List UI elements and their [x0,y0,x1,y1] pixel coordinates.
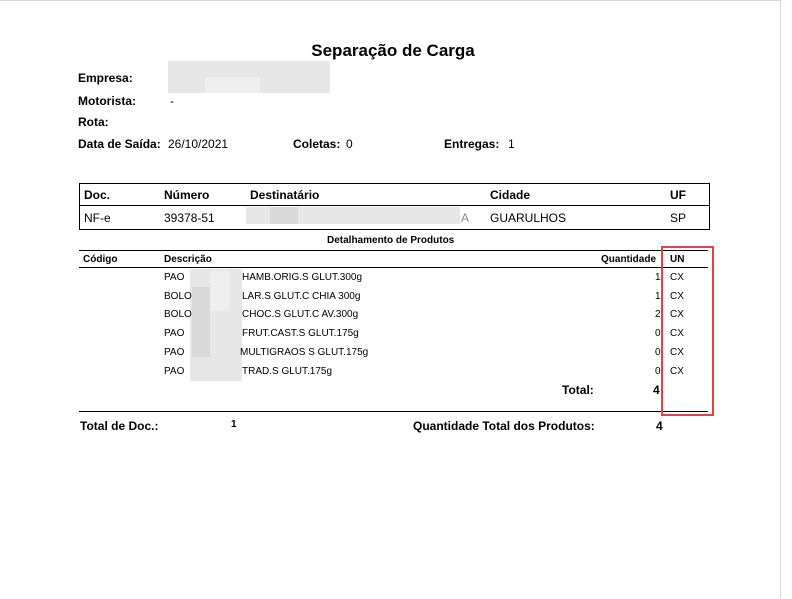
destinatario-tail: A [461,211,470,225]
product-description: CHOC.S GLUT.C AV.300g [242,309,359,320]
motorista-value: - [170,94,174,108]
data-saida-label: Data de Saída: [78,137,161,151]
product-un: CX [670,291,684,302]
total-quantity-label: Quantidade Total dos Produtos: [413,419,595,433]
entregas-value: 1 [508,137,515,151]
redaction-block [205,77,260,93]
product-prefix: PAO [164,272,185,283]
product-un: CX [670,272,684,283]
product-qty: 1 [655,272,661,283]
rota-label: Rota: [78,115,109,129]
product-qty: 0 [655,328,661,339]
total-doc-value: 1 [231,419,237,430]
redaction-block [210,271,230,311]
doc-cell: NF-e [84,211,111,225]
product-description: HAMB.ORIG.S GLUT.300g [242,272,363,283]
product-un: CX [670,366,684,377]
col-destinatario-header: Destinatário [250,188,320,202]
product-prefix: PAO [164,366,185,377]
divider [80,205,709,206]
product-prefix: PAO [164,347,185,358]
entregas-label: Entregas: [444,137,500,151]
product-prefix: BOLO [164,309,192,320]
total-quantity-value: 4 [656,419,663,433]
product-prefix: PAO [164,328,185,339]
products-total-value: 4 [653,383,660,397]
col-un-header: UN [670,254,685,265]
product-qty: 1 [655,291,661,302]
cidade-cell: GUARULHOS [490,211,567,225]
numero-cell: 39378-51 [164,211,215,225]
product-qty: 0 [655,347,661,358]
col-cidade-header: Cidade [490,188,531,202]
col-codigo-header: Código [83,254,118,265]
product-prefix: BOLO [164,291,192,302]
coletas-value: 0 [346,137,353,151]
col-numero-header: Número [164,188,210,202]
product-qty: 0 [655,366,661,377]
product-description: MULTIGRAOS S GLUT.175g [240,347,369,358]
product-description: LAR.S GLUT.C CHIA 300g [242,291,361,302]
motorista-label: Motorista: [78,94,136,108]
col-descricao-header: Descrição [164,254,212,265]
redaction-block [192,287,210,357]
divider [79,267,708,268]
total-doc-label: Total de Doc.: [80,419,159,433]
product-un: CX [670,347,684,358]
empresa-label: Empresa: [78,71,133,85]
report-title: Separação de Carga [311,41,475,60]
products-section-title: Detalhamento de Produtos [327,235,455,246]
product-description: FRUT.CAST.S GLUT.175g [242,328,359,339]
redaction-block [270,207,298,224]
coletas-label: Coletas: [293,137,341,151]
col-uf-header: UF [670,188,686,202]
divider [79,250,708,251]
product-un: CX [670,309,684,320]
product-un: CX [670,328,684,339]
un-column-highlight [661,246,714,416]
uf-cell: SP [670,211,687,225]
col-quantidade-header: Quantidade [601,254,657,265]
products-total-label: Total: [562,383,594,397]
product-description: TRAD.S GLUT.175g [242,366,333,377]
divider [79,411,708,412]
data-saida-value: 26/10/2021 [168,137,229,151]
product-qty: 2 [655,309,661,320]
col-doc-header: Doc. [84,188,111,202]
